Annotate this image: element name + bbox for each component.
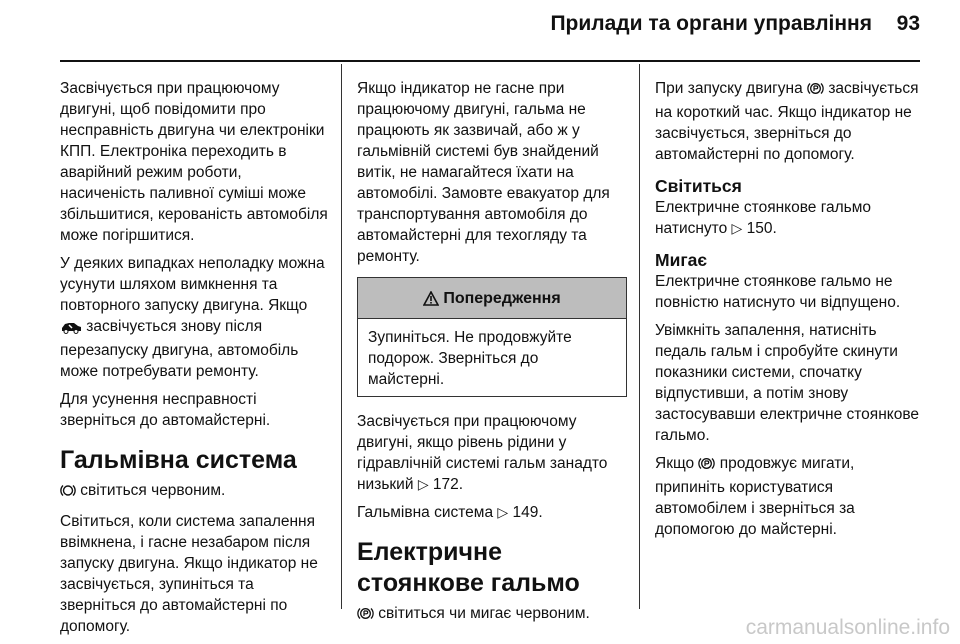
warning-title: Попередження	[443, 289, 561, 307]
column-3	[655, 78, 925, 547]
text: світиться червоним.	[76, 482, 226, 499]
text: Гальмівна система	[357, 504, 498, 521]
parking-brake-icon	[357, 606, 374, 627]
text: При запуску двигуна	[655, 80, 808, 97]
text: Електричне стоянкове гальмо натиснуто	[655, 199, 872, 237]
paragraph	[357, 603, 627, 627]
column-divider	[639, 64, 640, 609]
text: У деяких випадках неполадку можна усунути шляхом вимкнення та повторного запуску двигуна. Якщо	[60, 255, 325, 314]
paragraph	[60, 480, 330, 504]
text: світиться чи мигає червоним.	[374, 605, 590, 622]
text: Якщо	[655, 455, 699, 472]
paragraph	[655, 197, 925, 239]
paragraph: Якщо індикатор не гасне при працюючому двигуні, гальма не працюють як зазвичай, або ж у гальмівній системі був знайдений витік, не намагайтеся їхати на автомобілі. Замовте евакуатор для транспортування автомобіля до автомайстерні для техогляду та ремонту.	[357, 80, 610, 265]
parking-brake-icon	[698, 456, 715, 477]
paragraph	[357, 502, 627, 523]
warning-text: Зупиніться. Не продовжуйте подорож. Зверніться до майстерні.	[368, 329, 572, 388]
page-number: 93	[896, 12, 920, 35]
text: Засвічується при працюючому двигуні, якщо рівень рідини у гідравлічній системі гальм занадто низький	[357, 413, 608, 493]
column-divider	[341, 64, 342, 609]
page-title: Прилади та органи управління	[550, 12, 872, 35]
section-heading: Гальмівна система	[60, 446, 297, 474]
subsection-heading: Світиться	[655, 176, 742, 196]
subsection-heading: Мигає	[655, 250, 708, 270]
paragraph	[357, 411, 627, 495]
watermark: carmanualsonline.info	[745, 616, 950, 639]
parking-brake-icon	[807, 81, 824, 102]
page-reference[interactable]: 172.	[432, 476, 464, 493]
warning-triangle-icon	[423, 291, 439, 306]
page-header	[0, 0, 960, 64]
brake-warning-icon	[60, 483, 76, 504]
paragraph: Для усунення несправності зверніться до автомайстерні.	[60, 391, 271, 429]
text: продовжує мигати, припиніть користуватися автомобілем і зверніться за допомогою до майстерні.	[655, 455, 855, 538]
warning-header	[358, 278, 626, 319]
page-reference[interactable]: 149.	[512, 504, 543, 521]
car-wrench-icon	[60, 319, 82, 340]
paragraph: Електричне стоянкове гальмо не повністю натиснуто чи відпущено.	[655, 273, 901, 311]
column-2	[357, 78, 627, 634]
paragraph: Світиться, коли система запалення ввімкнена, і гасне незабаром після запуску двигуна. Якщо індикатор не засвічується, зупиніться та зверніться до автомайстерні по допомогу.	[60, 513, 318, 635]
paragraph	[655, 453, 925, 540]
paragraph: Засвічується при працюючому двигуні, щоб повідомити про несправність двигуна чи електроніки КПП. Електроніка переходить в аварійний режим роботи, насиченість паливної суміші може збільшитися, керованість автомобіля може погіршитися.	[60, 80, 328, 244]
warning-box	[357, 277, 627, 397]
section-heading: Електричне стоянкове гальмо	[357, 538, 580, 597]
page-reference[interactable]: 150.	[746, 220, 777, 237]
paragraph: Увімкніть запалення, натисніть педаль гальм і спробуйте скинути показники системи, спочатку відпустивши, а потім знову застосувавши електричне стоянкове гальмо.	[655, 322, 920, 444]
reference-arrow-icon: ▷	[731, 220, 743, 236]
text: засвічується знову після перезапуску двигуна, автомобіль може потребувати ремонту.	[60, 318, 299, 380]
reference-arrow-icon: ▷	[497, 504, 509, 520]
reference-arrow-icon: ▷	[417, 476, 429, 492]
paragraph	[655, 78, 925, 165]
column-1	[60, 78, 330, 644]
text: засвічується на короткий час. Якщо індикатор не засвічується, зверніться до автомайстерні по допомогу.	[655, 80, 919, 163]
paragraph	[60, 253, 330, 382]
header-rule	[60, 60, 920, 62]
